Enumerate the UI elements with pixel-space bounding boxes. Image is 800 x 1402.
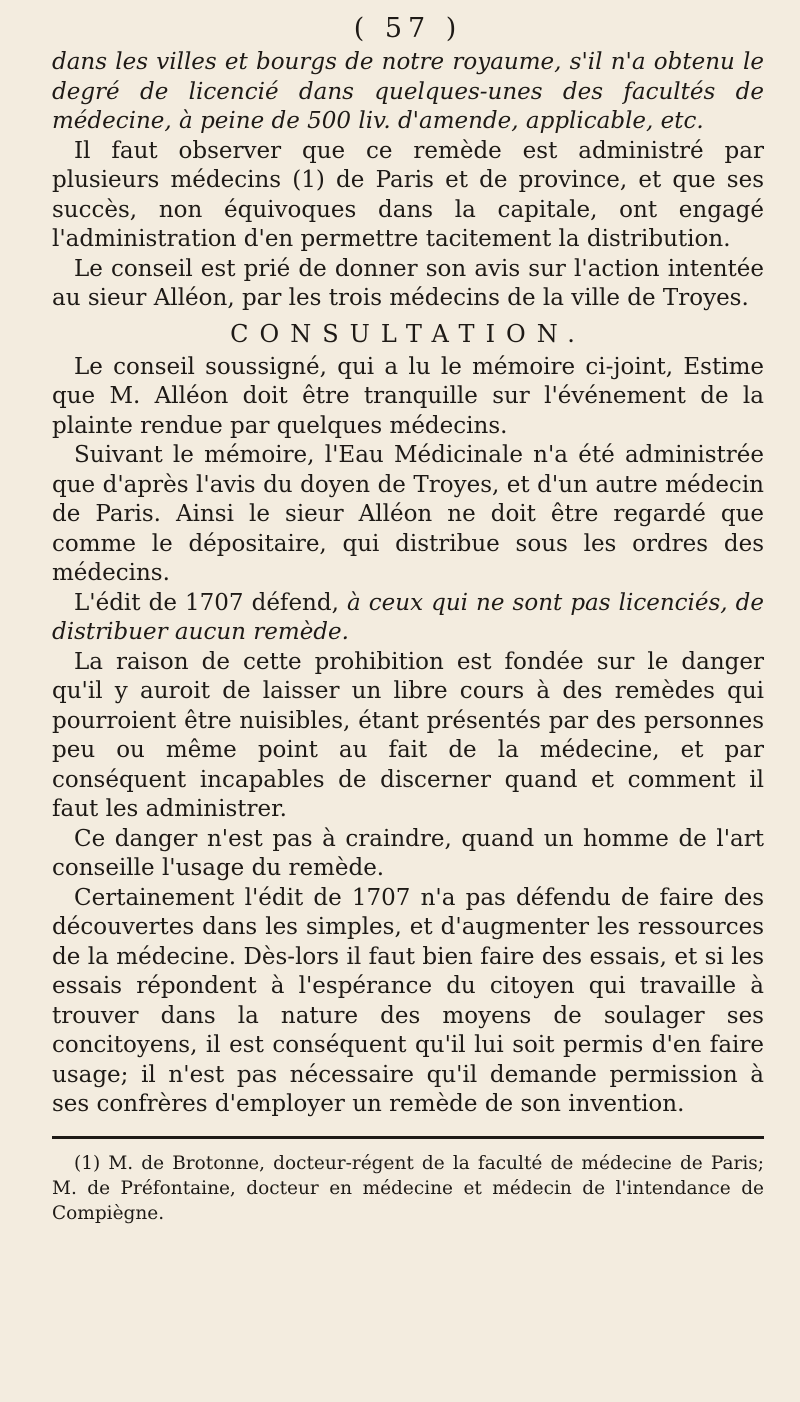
- footnote: (1) M. de Brotonne, docteur-régent de la faculté de médecine de Paris; M. de Préfontaine, docteur en médecine et médecin de l'intendance de Compiègne.: [52, 1152, 764, 1224]
- edict-text: L'édit de 1707 défend,: [74, 589, 339, 616]
- paragraph-request: Le conseil est prié de donner son avis sur l'action intentée au sieur Alléon, par les trois médecins de la ville de Troyes.: [52, 255, 764, 311]
- main-text: [52, 48, 764, 1120]
- italic-quote: dans les villes et bourgs de notre royaume, s'il n'a obtenu le degré de licencié dans quelques-unes des facultés de médecine, à peine de 500 liv. d'amende, applicable, etc.: [52, 49, 764, 134]
- consultation-paragraph-2: Suivant le mémoire, l'Eau Médicinale n'a été administrée que d'après l'avis du doyen de Troyes, et d'un autre médecin de Paris. Ainsi le sieur Alléon ne doit être regardé que comme le dépositaire, qui distribue sous les ordres des médecins.: [52, 442, 764, 586]
- paragraph-observation: Il faut observer que ce remède est administré par plusieurs médecins (1) de Paris et de province, et que ses succès, non équivoques dans la capitale, ont engagé l'administration d'en permettre tacitement la distribution.: [52, 137, 764, 252]
- footnote-divider: [52, 1136, 764, 1139]
- document-page: [52, 14, 764, 1384]
- consultation-paragraph-4: La raison de cette prohibition est fondée sur le danger qu'il y auroit de laisser un libre cours à des remèdes qui pourroient être nuisibles, étant présentés par des personnes peu ou même point au fait de la médecine, et par conséquent incapables de discerner quand et comment il faut les administrer.: [52, 648, 764, 822]
- paragraph-continuation: [52, 48, 764, 137]
- consultation-paragraph-1: Le conseil soussigné, qui a lu le mémoire ci-joint, Estime que M. Alléon doit être tranquille sur l'événement de la plainte rendue par quelques médecins.: [52, 353, 764, 439]
- consultation-paragraph-3: [52, 589, 764, 648]
- page-number: ( 57 ): [353, 14, 463, 44]
- edict-italic: à ceux qui ne sont pas licenciés, de distribuer aucun remède.: [52, 589, 764, 645]
- consultation-paragraph-6: Certainement l'édit de 1707 n'a pas défendu de faire des découvertes dans les simples, et d'augmenter les ressources de la médecine. Dès-lors il faut bien faire des essais, et si les essais répondent à l'espérance du citoyen qui travaille à trouver dans la nature des moyens de soulager ses concitoyens, il est conséquent qu'il lui soit permis d'en faire usage; il n'est pas nécessaire qu'il demande permission à ses confrères d'employer un remède de son invention.: [52, 884, 764, 1117]
- consultation-paragraph-5: Ce danger n'est pas à craindre, quand un homme de l'art conseille l'usage du remède.: [52, 825, 764, 881]
- consultation-heading: CONSULTATION.: [230, 319, 586, 348]
